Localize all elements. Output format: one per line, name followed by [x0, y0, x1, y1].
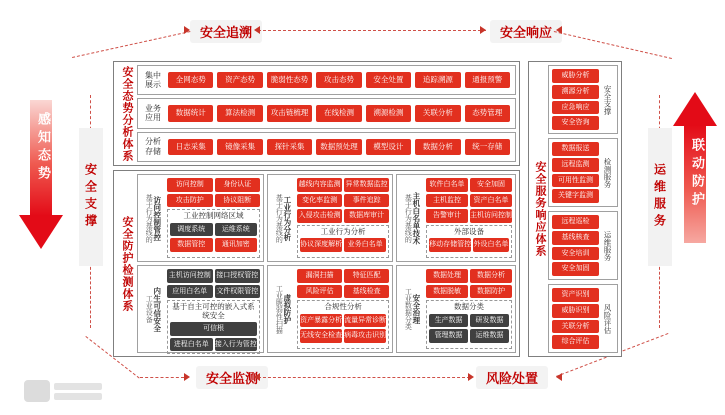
service-group-ops	[548, 211, 618, 280]
module-chip: 数据处理	[426, 269, 468, 283]
arrowhead-icon	[480, 26, 486, 34]
arrowhead-icon	[254, 373, 260, 381]
module-chip: 溯源检测	[366, 105, 411, 121]
panel-label-inner: 虚拟防护	[282, 294, 292, 324]
ops-service-strip-label: 运维服务	[652, 163, 667, 231]
panel-label	[400, 269, 424, 349]
module-chip: 移动存储管控	[429, 238, 471, 252]
module-chip: 流量异常诊断	[344, 314, 386, 328]
module-chip: 文件权限管控	[215, 285, 261, 299]
module-chip: 运维系统	[215, 223, 258, 237]
module-chip: 通报预警	[465, 72, 510, 88]
panel-label-inner: 访问控制管控	[152, 195, 162, 241]
arrowhead-icon	[556, 26, 562, 34]
module-chip: 威胁识别	[552, 304, 599, 318]
module-chip: 攻击链梳理	[267, 105, 312, 121]
posture-row-modules	[168, 105, 510, 121]
service-group-support	[548, 65, 618, 134]
panel-label-inner: 安全治理	[411, 294, 421, 324]
watermark-logo-text	[54, 383, 102, 390]
arrowhead-icon	[556, 373, 562, 381]
dashed-zone-modules	[300, 314, 386, 328]
posture-row-storage	[137, 132, 516, 162]
module-chip: 身份认证	[215, 178, 261, 192]
arrowhead-icon	[254, 26, 260, 34]
dashed-zone-modules	[429, 238, 509, 252]
module-chip: 漏洞扫描	[297, 269, 342, 283]
edge-label-risk: 风险处置	[476, 366, 548, 389]
module-chip: 应用白名单	[167, 285, 213, 299]
module-chip: 进程白名单	[170, 338, 213, 352]
module-chip: 主机访问控制	[470, 209, 512, 223]
dashed-zone-modules	[429, 329, 509, 343]
dashed-zone-title: 合规性分析	[324, 302, 362, 312]
module-chip: 态势管理	[465, 105, 510, 121]
dashed-zone	[426, 300, 512, 349]
posture-analysis-system	[113, 61, 520, 166]
protection-detection-system	[113, 170, 520, 357]
module-chip: 数据统计	[168, 105, 213, 121]
panel-label-outer: 工业设备	[145, 295, 153, 323]
dashed-connector	[554, 31, 672, 59]
panel-label	[271, 178, 295, 258]
posture-row-label: 集中展示	[145, 70, 161, 90]
posture-row-modules	[168, 139, 510, 155]
module-chip: 管理数据	[429, 329, 468, 343]
panel-label-inner: 工业行为分析	[282, 195, 292, 241]
module-chip: 接入行为管控	[215, 338, 258, 352]
panel-behavior-analysis	[267, 174, 393, 262]
dashed-zone-modules	[429, 314, 509, 328]
watermark-logo-text	[54, 393, 102, 400]
module-chip: 接口授权管控	[215, 269, 261, 283]
dashed-zone	[297, 300, 389, 349]
dashed-zone	[167, 209, 260, 258]
panel-label-outer: 工业脆弱性扫描	[275, 284, 283, 334]
module-chip: 入侵攻击检测	[297, 209, 342, 223]
panel-label	[141, 269, 165, 349]
module-chip: 资产态势	[217, 72, 262, 88]
service-group-risk	[548, 284, 618, 353]
module-chip: 数据防护	[470, 285, 512, 299]
module-chip: 日志采集	[168, 139, 213, 155]
module-chip: 运维数据	[470, 329, 509, 343]
posture-row-business	[137, 98, 516, 128]
panel-modules	[167, 178, 260, 207]
dashed-zone	[167, 300, 260, 354]
module-chip: 关联分析	[415, 105, 460, 121]
module-chip: 统一存储	[465, 139, 510, 155]
module-chip: 风险评估	[297, 285, 342, 299]
module-chip: 模型设计	[366, 139, 411, 155]
module-chip: 通讯加密	[215, 238, 258, 252]
panel-device-trusted-security	[137, 265, 264, 353]
module-chip: 访问控制	[167, 178, 213, 192]
module-chip: 外设白名单	[473, 238, 509, 252]
panel-modules	[297, 178, 389, 223]
dashed-connector	[258, 377, 470, 378]
dashed-zone-title: 外部设备	[454, 227, 485, 237]
module-chip: 业务白名单	[344, 238, 386, 252]
panel-label-outer: 基于行为基线的	[275, 193, 283, 243]
panel-modules	[297, 269, 389, 298]
posture-row-modules	[168, 72, 510, 88]
module-chip: 攻击态势	[316, 72, 361, 88]
module-chip: 数据预处理	[316, 139, 361, 155]
module-chip: 无线安全检查	[300, 329, 342, 343]
module-chip: 资产暴露分析	[300, 314, 342, 328]
dashed-connector	[659, 262, 660, 328]
module-chip: 关键字监测	[552, 189, 599, 203]
module-chip: 生产数据	[429, 314, 468, 328]
service-modules	[552, 142, 599, 203]
service-modules	[552, 215, 599, 276]
ops-service-strip	[648, 128, 672, 266]
module-chip: 安全加固	[552, 262, 599, 276]
arrowhead-icon	[184, 26, 190, 34]
linkage-arrow-label: 联动防护	[690, 138, 705, 210]
support-strip	[79, 128, 103, 266]
panel-modules	[426, 269, 512, 298]
panel-access-control	[137, 174, 264, 262]
service-group-label: 安全支撑	[603, 84, 612, 115]
module-chip: 威胁分析	[552, 69, 599, 83]
panel-modules	[426, 178, 512, 223]
perception-arrow-head-icon	[19, 215, 63, 249]
module-chip: 协议深度解析	[300, 238, 342, 252]
dashed-connector	[90, 262, 91, 328]
module-chip: 安全加固	[470, 178, 512, 192]
linkage-arrow-head-icon	[673, 92, 717, 126]
service-group-label: 运维服务	[603, 230, 612, 261]
panel-label-outer: 基于行为基线的	[404, 193, 412, 243]
posture-system-title: 安全态势分析体系	[121, 65, 133, 162]
module-chip: 镜像采集	[217, 139, 262, 155]
watermark-logo-mark	[24, 380, 50, 402]
dashed-zone-modules	[170, 338, 257, 352]
module-chip: 异常数据监控	[344, 178, 389, 192]
posture-row-label: 业务应用	[145, 103, 161, 123]
module-chip: 算法检测	[217, 105, 262, 121]
module-chip: 关联分析	[552, 320, 599, 334]
dashed-zone-modules	[170, 238, 257, 252]
module-chip: 攻击防护	[167, 194, 213, 208]
arrowhead-icon	[468, 373, 474, 381]
module-chip: 主机监控	[426, 194, 468, 208]
module-chip: 数据报送	[552, 142, 599, 156]
service-system-title: 安全服务响应体系	[534, 161, 546, 257]
dashed-connector	[258, 30, 486, 31]
dashed-zone	[297, 225, 389, 258]
module-chip: 远程巡检	[552, 215, 599, 229]
trusted-root-chip: 可信根	[170, 322, 257, 336]
module-chip: 越线内容监测	[297, 178, 342, 192]
module-chip: 基线核查	[552, 231, 599, 245]
module-chip: 软件白名单	[426, 178, 468, 192]
module-chip: 数据库审计	[344, 209, 389, 223]
panel-label	[400, 178, 424, 258]
arrowhead-icon	[184, 373, 190, 381]
module-chip: 协议阻断	[215, 194, 261, 208]
protection-system-title: 安全防护检测体系	[121, 215, 133, 312]
dashed-zone-title: 工业行为分析	[320, 227, 366, 237]
panel-label	[271, 269, 295, 349]
posture-row-display	[137, 65, 516, 95]
module-chip: 数据脱敏	[426, 285, 468, 299]
module-chip: 全网态势	[168, 72, 213, 88]
module-chip: 资产白名单	[470, 194, 512, 208]
dashed-zone-title: 基于自主可控的嵌入式系统安全	[172, 302, 255, 320]
watermark-logo	[24, 376, 102, 406]
dashed-zone-title: 数据分类	[454, 302, 485, 312]
module-chip: 安全咨询	[552, 116, 599, 130]
dashed-zone-modules	[300, 238, 386, 252]
panel-modules	[167, 269, 260, 298]
module-chip: 基线检查	[344, 285, 389, 299]
panel-label-outer: 基于行为基线的	[145, 193, 153, 243]
module-chip: 数据管控	[170, 238, 213, 252]
dashed-zone-modules	[300, 329, 386, 343]
edge-label-trace: 安全追溯	[190, 20, 262, 43]
module-chip: 在线检测	[316, 105, 361, 121]
module-chip: 研发数据	[470, 314, 509, 328]
module-chip: 数据分析	[470, 269, 512, 283]
edge-label-response: 安全响应	[490, 20, 562, 43]
module-chip: 安全培训	[552, 247, 599, 261]
module-chip: 综合评估	[552, 335, 599, 349]
panel-vulnerability-scan	[267, 265, 393, 353]
panel-label-outer: 工业数据分类	[404, 288, 412, 330]
module-chip: 应急响应	[552, 101, 599, 115]
dashed-connector	[140, 377, 184, 378]
module-chip: 脆弱性态势	[267, 72, 312, 88]
module-chip: 主机访问控制	[167, 269, 213, 283]
panel-host-whitelist	[396, 174, 516, 262]
dashed-zone	[426, 225, 512, 258]
module-chip: 告警审计	[426, 209, 468, 223]
service-response-system	[528, 61, 622, 357]
module-chip: 溯源分析	[552, 85, 599, 99]
posture-row-label: 分析存储	[145, 137, 161, 156]
panel-label	[141, 178, 165, 258]
module-chip: 资产识别	[552, 288, 599, 302]
panel-data-governance	[396, 265, 516, 353]
module-chip: 特征匹配	[344, 269, 389, 283]
dashed-zone-modules	[170, 223, 257, 237]
service-group-detection	[548, 138, 618, 207]
module-chip: 数据分析	[415, 139, 460, 155]
service-group-label: 风险评估	[603, 303, 612, 334]
service-modules	[552, 69, 599, 130]
module-chip: 病毒攻击识别	[344, 329, 386, 343]
panel-label-inner: 内生可信安全	[152, 286, 162, 332]
module-chip: 调度系统	[170, 223, 213, 237]
module-chip: 追踪溯源	[415, 72, 460, 88]
panel-label-inner: 主机白名单技术	[411, 191, 421, 245]
module-chip: 变化率监测	[297, 194, 342, 208]
module-chip: 安全处置	[366, 72, 411, 88]
module-chip: 探针采集	[267, 139, 312, 155]
support-strip-label: 安全支撑	[83, 163, 98, 231]
service-modules	[552, 288, 599, 349]
edge-label-monitor: 安全监测	[196, 366, 268, 389]
module-chip: 远程监测	[552, 158, 599, 172]
dashed-zone-title: 工业控制网络区域	[183, 211, 244, 221]
service-group-label: 检测服务	[603, 157, 612, 188]
perception-arrow-label: 感知态势	[36, 112, 51, 184]
dashed-connector	[72, 31, 190, 58]
module-chip: 可用性监测	[552, 174, 599, 188]
module-chip: 事件追踪	[344, 194, 389, 208]
